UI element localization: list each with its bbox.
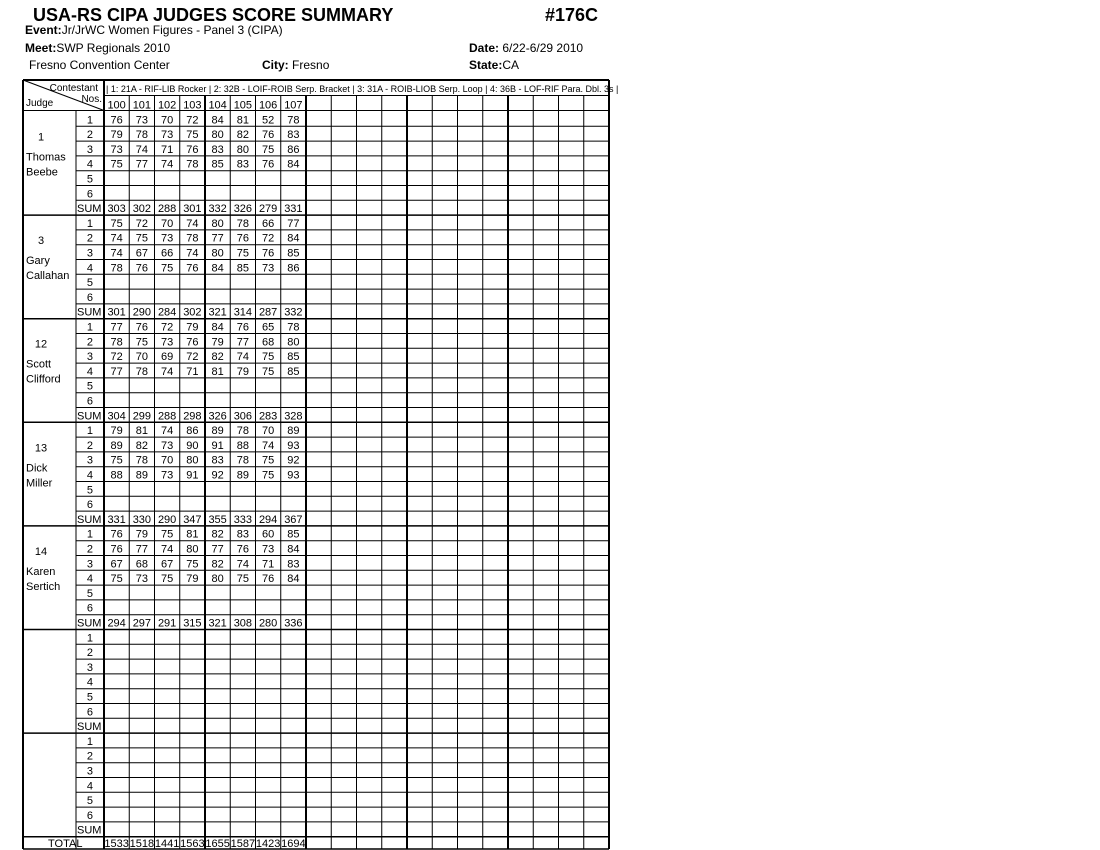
figure-row-number: 3 — [86, 143, 93, 156]
figure-row-number: 1 — [86, 321, 93, 334]
score-cell: 83 — [287, 129, 300, 142]
score-cell: 52 — [262, 114, 275, 127]
sum-cell: 333 — [233, 513, 253, 526]
score-cell: 76 — [186, 336, 199, 349]
judge-number: 3 — [37, 235, 45, 248]
score-cell: 75 — [262, 454, 275, 467]
sum-cell: 314 — [233, 306, 253, 319]
judge-last-name: Clifford — [26, 373, 61, 386]
score-cell: 88 — [236, 439, 249, 452]
form-number: #176C — [545, 5, 599, 25]
sum-cell: 321 — [208, 306, 227, 319]
score-cell: 85 — [287, 247, 300, 260]
score-cell: 78 — [287, 114, 300, 127]
score-cell: 91 — [186, 469, 199, 482]
score-cell: 81 — [211, 365, 224, 378]
judge-number: 1 — [37, 131, 45, 144]
figure-row-number: 4 — [86, 469, 93, 482]
score-cell: 69 — [161, 351, 174, 364]
score-cell: 78 — [236, 454, 249, 467]
score-cell: 67 — [110, 558, 123, 571]
score-cell: 66 — [161, 247, 174, 260]
score-cell: 79 — [110, 129, 123, 142]
event-label: Event: — [25, 23, 62, 37]
score-cell: 72 — [161, 321, 174, 334]
score-cell: 76 — [262, 158, 275, 171]
score-cell: 85 — [287, 351, 300, 364]
score-cell: 75 — [110, 454, 123, 467]
score-cell: 76 — [186, 262, 199, 275]
score-cell: 75 — [262, 143, 275, 156]
score-cell: 72 — [110, 351, 123, 364]
score-cell: 89 — [110, 439, 123, 452]
sum-cell: 321 — [208, 617, 227, 630]
total-label: TOTAL — [48, 838, 83, 850]
figure-row-number: 6 — [86, 706, 93, 719]
score-cell: 83 — [211, 143, 224, 156]
score-cell: 75 — [110, 158, 123, 171]
score-cell: 80 — [211, 129, 224, 142]
sum-cell: 330 — [132, 513, 152, 526]
event-value: Jr/JrWC Women Figures - Panel 3 (CIPA) — [61, 23, 283, 37]
state-value: CA — [502, 58, 520, 72]
total-cell: 1533 — [104, 838, 129, 850]
sum-cell: 332 — [208, 203, 227, 216]
score-cell: 92 — [211, 469, 224, 482]
score-cell: 75 — [186, 558, 199, 571]
meet-label: Meet: — [25, 41, 57, 55]
score-cell: 77 — [287, 217, 300, 230]
figure-row-number: 6 — [86, 291, 93, 304]
figure-row-number: 4 — [86, 676, 93, 689]
date-label: Date: — [469, 41, 500, 55]
sum-cell: 331 — [107, 513, 126, 526]
figure-row-number: 1 — [86, 425, 93, 438]
score-cell: 65 — [262, 321, 275, 334]
score-cell: 80 — [211, 217, 224, 230]
contestant-number: 102 — [157, 99, 177, 112]
score-cell: 80 — [287, 336, 300, 349]
score-cell: 81 — [236, 114, 249, 127]
total-cell: 1563 — [180, 838, 205, 850]
score-cell: 73 — [161, 336, 174, 349]
score-cell: 83 — [236, 528, 249, 541]
meet-value: SWP Regionals 2010 — [56, 41, 171, 55]
figure-row-number: 2 — [86, 439, 93, 452]
score-cell: 76 — [110, 528, 123, 541]
score-cell: 76 — [236, 232, 249, 245]
total-cell: 1423 — [255, 838, 281, 850]
score-cell: 67 — [135, 247, 148, 260]
figure-row-number: 6 — [86, 188, 93, 201]
score-cell: 75 — [135, 336, 148, 349]
score-cell: 79 — [186, 573, 199, 586]
score-cell: 82 — [211, 351, 224, 364]
figure-row-number: 4 — [86, 262, 93, 275]
score-cell: 81 — [135, 425, 148, 438]
score-cell: 68 — [262, 336, 275, 349]
sum-cell: 287 — [258, 306, 278, 319]
score-cell: 81 — [186, 528, 199, 541]
figure-row-number: 5 — [86, 277, 93, 290]
score-cell: 92 — [287, 454, 300, 467]
score-cell: 85 — [287, 365, 300, 378]
score-cell: 71 — [186, 365, 199, 378]
figure-row-number: 3 — [86, 765, 93, 778]
score-cell: 74 — [110, 247, 123, 260]
score-cell: 74 — [135, 143, 148, 156]
judge-first-name: Dick — [26, 462, 48, 475]
score-cell: 83 — [287, 558, 300, 571]
sum-label: SUM — [77, 721, 102, 734]
sum-cell: 308 — [233, 617, 253, 630]
total-cell: 1587 — [230, 838, 256, 850]
score-cell: 73 — [262, 262, 275, 275]
sum-cell: 298 — [183, 410, 202, 423]
city-value: Fresno — [292, 58, 330, 72]
figure-row-number: 3 — [86, 247, 93, 260]
score-cell: 83 — [211, 454, 224, 467]
score-cell: 74 — [161, 158, 174, 171]
score-cell: 77 — [236, 336, 249, 349]
figure-row-number: 3 — [86, 351, 93, 364]
score-cell: 74 — [161, 365, 174, 378]
sum-cell: 288 — [157, 410, 177, 423]
figure-row-number: 2 — [86, 543, 93, 556]
score-cell: 76 — [110, 114, 123, 127]
score-cell: 82 — [211, 528, 224, 541]
score-cell: 78 — [110, 336, 123, 349]
figure-row-number: 5 — [86, 795, 93, 808]
score-cell: 86 — [287, 143, 300, 156]
score-cell: 77 — [110, 365, 123, 378]
score-cell: 73 — [161, 439, 174, 452]
score-cell: 88 — [110, 469, 123, 482]
score-cell: 79 — [110, 425, 123, 438]
sum-cell: 299 — [132, 410, 152, 423]
score-cell: 78 — [186, 232, 199, 245]
score-cell: 86 — [186, 425, 199, 438]
state-label: State: — [469, 58, 503, 72]
score-cell: 75 — [236, 247, 249, 260]
score-cell: 68 — [135, 558, 148, 571]
score-cell: 82 — [135, 439, 148, 452]
judge-last-name: Miller — [26, 477, 53, 490]
score-cell: 82 — [236, 129, 249, 142]
sum-label: SUM — [77, 513, 102, 526]
score-cell: 75 — [262, 469, 275, 482]
sum-cell: 297 — [132, 617, 152, 630]
sum-cell: 279 — [258, 203, 278, 216]
score-cell: 84 — [287, 543, 300, 556]
figure-row-number: 1 — [86, 217, 93, 230]
sum-cell: 355 — [208, 513, 227, 526]
judge-first-name: Karen — [26, 565, 56, 578]
score-cell: 72 — [186, 114, 199, 127]
sum-cell: 280 — [258, 617, 278, 630]
sum-cell: 328 — [284, 410, 303, 423]
figure-row-number: 5 — [86, 587, 93, 600]
sum-cell: 302 — [132, 203, 152, 216]
score-cell: 77 — [211, 232, 224, 245]
sum-cell: 294 — [107, 617, 126, 630]
score-cell: 77 — [135, 543, 148, 556]
sum-cell: 294 — [258, 513, 278, 526]
score-cell: 77 — [135, 158, 148, 171]
score-cell: 74 — [262, 439, 275, 452]
judge-first-name: Scott — [26, 358, 52, 371]
score-cell: 73 — [161, 232, 174, 245]
sum-cell: 301 — [107, 306, 126, 319]
score-cell: 79 — [211, 336, 224, 349]
score-cell: 73 — [262, 543, 275, 556]
figure-row-number: 5 — [86, 484, 93, 497]
score-cell: 75 — [262, 365, 275, 378]
score-cell: 78 — [110, 262, 123, 275]
score-cell: 67 — [161, 558, 174, 571]
figure-row-number: 5 — [86, 173, 93, 186]
score-cell: 79 — [186, 321, 199, 334]
score-cell: 80 — [186, 454, 199, 467]
score-cell: 76 — [236, 321, 249, 334]
score-cell: 84 — [211, 262, 224, 275]
score-cell: 76 — [262, 129, 275, 142]
score-cell: 89 — [287, 425, 300, 438]
score-cell: 76 — [262, 573, 275, 586]
figure-row-number: 6 — [86, 602, 93, 615]
score-cell: 75 — [135, 232, 148, 245]
score-cell: 79 — [236, 365, 249, 378]
judge-last-name: Sertich — [26, 580, 61, 593]
score-cell: 89 — [211, 425, 224, 438]
judge-last-name: Callahan — [26, 270, 70, 283]
sum-cell: 291 — [157, 617, 177, 630]
score-cell: 70 — [161, 217, 174, 230]
score-cell: 70 — [135, 351, 148, 364]
venue: Fresno Convention Center — [29, 58, 170, 72]
score-cell: 75 — [161, 528, 174, 541]
score-cell: 74 — [161, 543, 174, 556]
score-cell: 78 — [186, 158, 199, 171]
score-cell: 76 — [186, 143, 199, 156]
score-cell: 80 — [186, 543, 199, 556]
score-cell: 73 — [161, 469, 174, 482]
score-cell: 73 — [135, 114, 148, 127]
sum-label: SUM — [77, 203, 102, 216]
figure-row-number: 4 — [86, 365, 93, 378]
corner-judge-label: Judge — [26, 98, 54, 109]
score-cell: 85 — [287, 528, 300, 541]
sum-label: SUM — [77, 824, 102, 837]
corner-nos-label: Nos. — [81, 94, 102, 105]
score-cell: 84 — [287, 573, 300, 586]
sum-cell: 290 — [132, 306, 152, 319]
sum-cell: 326 — [208, 410, 227, 423]
contestant-number: 107 — [284, 99, 303, 112]
score-cell: 75 — [186, 129, 199, 142]
score-cell: 85 — [236, 262, 249, 275]
score-cell: 80 — [211, 573, 224, 586]
contestant-number: 103 — [183, 99, 202, 112]
score-cell: 84 — [211, 321, 224, 334]
score-cell: 76 — [110, 543, 123, 556]
score-cell: 76 — [135, 262, 148, 275]
sum-label: SUM — [77, 617, 102, 630]
score-cell: 90 — [186, 439, 199, 452]
score-cell: 71 — [262, 558, 275, 571]
contestant-number: 104 — [208, 99, 227, 112]
score-cell: 82 — [211, 558, 224, 571]
score-cell: 78 — [135, 129, 148, 142]
score-cell: 74 — [236, 558, 249, 571]
score-cell: 74 — [236, 351, 249, 364]
sum-cell: 315 — [183, 617, 202, 630]
judge-first-name: Gary — [26, 255, 50, 268]
contestant-number: 101 — [132, 99, 152, 112]
sum-label: SUM — [77, 410, 102, 423]
score-cell: 86 — [287, 262, 300, 275]
figures-line: | 1: 21A - RIF-LIB Rocker | 2: 32B - LOIF-ROIB Serp. Bracket | 3: 31A - ROIB-LIOB Serp. Loop | 4: 36B - LOF-RIF Para. Dbl. 3s | — [106, 84, 619, 94]
contestant-number: 106 — [258, 99, 278, 112]
score-cell: 73 — [135, 573, 148, 586]
score-cell: 72 — [135, 217, 148, 230]
score-cell: 77 — [211, 543, 224, 556]
score-cell: 75 — [161, 573, 174, 586]
date-value: 6/22-6/29 2010 — [502, 41, 584, 55]
score-cell: 72 — [186, 351, 199, 364]
score-cell: 74 — [110, 232, 123, 245]
score-cell: 74 — [161, 425, 174, 438]
figure-row-number: 4 — [86, 780, 93, 793]
figure-row-number: 2 — [86, 647, 93, 660]
sum-cell: 283 — [258, 410, 278, 423]
sum-cell: 290 — [157, 513, 177, 526]
figure-row-number: 2 — [86, 750, 93, 763]
total-cell: 1694 — [281, 838, 306, 850]
score-cell: 78 — [287, 321, 300, 334]
figure-row-number: 4 — [86, 158, 93, 171]
score-cell: 77 — [110, 321, 123, 334]
corner-contestant-label: Contestant — [49, 83, 98, 94]
sum-cell: 367 — [284, 513, 303, 526]
sum-cell: 347 — [183, 513, 202, 526]
sum-cell: 288 — [157, 203, 177, 216]
score-cell: 84 — [287, 232, 300, 245]
figure-row-number: 5 — [86, 380, 93, 393]
figure-row-number: 2 — [86, 336, 93, 349]
score-cell: 73 — [110, 143, 123, 156]
judge-number: 12 — [34, 338, 48, 351]
figure-row-number: 4 — [86, 573, 93, 586]
score-cell: 75 — [161, 262, 174, 275]
total-cell: 1441 — [154, 838, 180, 850]
score-cell: 75 — [236, 573, 249, 586]
city-label: City: — [262, 58, 289, 72]
score-cell: 75 — [110, 217, 123, 230]
score-cell: 70 — [161, 454, 174, 467]
contestant-number: 105 — [233, 99, 253, 112]
score-cell: 85 — [211, 158, 224, 171]
sum-cell: 332 — [284, 306, 303, 319]
score-cell: 76 — [262, 247, 275, 260]
score-cell: 93 — [287, 469, 300, 482]
score-cell: 72 — [262, 232, 275, 245]
score-cell: 74 — [186, 247, 199, 260]
sum-cell: 306 — [233, 410, 253, 423]
sum-cell: 331 — [284, 203, 303, 216]
score-cell: 91 — [211, 439, 224, 452]
figure-row-number: 6 — [86, 395, 93, 408]
sum-cell: 284 — [157, 306, 177, 319]
contestant-number: 100 — [107, 99, 126, 112]
sum-label: SUM — [77, 306, 102, 319]
score-cell: 89 — [135, 469, 148, 482]
figure-row-number: 1 — [86, 632, 93, 645]
figure-row-number: 6 — [86, 809, 93, 822]
judge-last-name: Beebe — [26, 166, 58, 179]
page-title: USA-RS CIPA JUDGES SCORE SUMMARY — [33, 5, 394, 25]
score-cell: 76 — [135, 321, 148, 334]
sum-cell: 301 — [183, 203, 202, 216]
judge-number: 13 — [34, 442, 48, 455]
figure-row-number: 1 — [86, 114, 93, 127]
judge-number: 14 — [34, 545, 48, 558]
score-cell: 73 — [161, 129, 174, 142]
sum-cell: 302 — [183, 306, 202, 319]
score-cell: 71 — [161, 143, 174, 156]
score-cell: 78 — [135, 454, 148, 467]
total-cell: 1518 — [129, 838, 155, 850]
score-cell: 78 — [135, 365, 148, 378]
score-cell: 70 — [262, 425, 275, 438]
sum-cell: 304 — [107, 410, 126, 423]
sum-cell: 326 — [233, 203, 253, 216]
score-cell: 66 — [262, 217, 275, 230]
score-cell: 83 — [236, 158, 249, 171]
score-cell: 80 — [211, 247, 224, 260]
total-cell: 1655 — [205, 838, 230, 850]
judge-first-name: Thomas — [26, 151, 66, 164]
score-cell: 89 — [236, 469, 249, 482]
score-cell: 60 — [262, 528, 275, 541]
figure-row-number: 6 — [86, 499, 93, 512]
figure-row-number: 5 — [86, 691, 93, 704]
figure-row-number: 2 — [86, 129, 93, 142]
score-cell: 84 — [211, 114, 224, 127]
figure-row-number: 1 — [86, 528, 93, 541]
figure-row-number: 3 — [86, 454, 93, 467]
score-cell: 79 — [135, 528, 148, 541]
score-cell: 78 — [236, 217, 249, 230]
sum-cell: 303 — [107, 203, 126, 216]
figure-row-number: 1 — [86, 735, 93, 748]
score-cell: 75 — [110, 573, 123, 586]
score-cell: 75 — [262, 351, 275, 364]
score-cell: 84 — [287, 158, 300, 171]
sum-cell: 336 — [284, 617, 303, 630]
figure-row-number: 2 — [86, 232, 93, 245]
score-cell: 76 — [236, 543, 249, 556]
figure-row-number: 3 — [86, 661, 93, 674]
score-cell: 70 — [161, 114, 174, 127]
score-cell: 93 — [287, 439, 300, 452]
score-cell: 74 — [186, 217, 199, 230]
score-cell: 80 — [236, 143, 249, 156]
score-cell: 78 — [236, 425, 249, 438]
figure-row-number: 3 — [86, 558, 93, 571]
